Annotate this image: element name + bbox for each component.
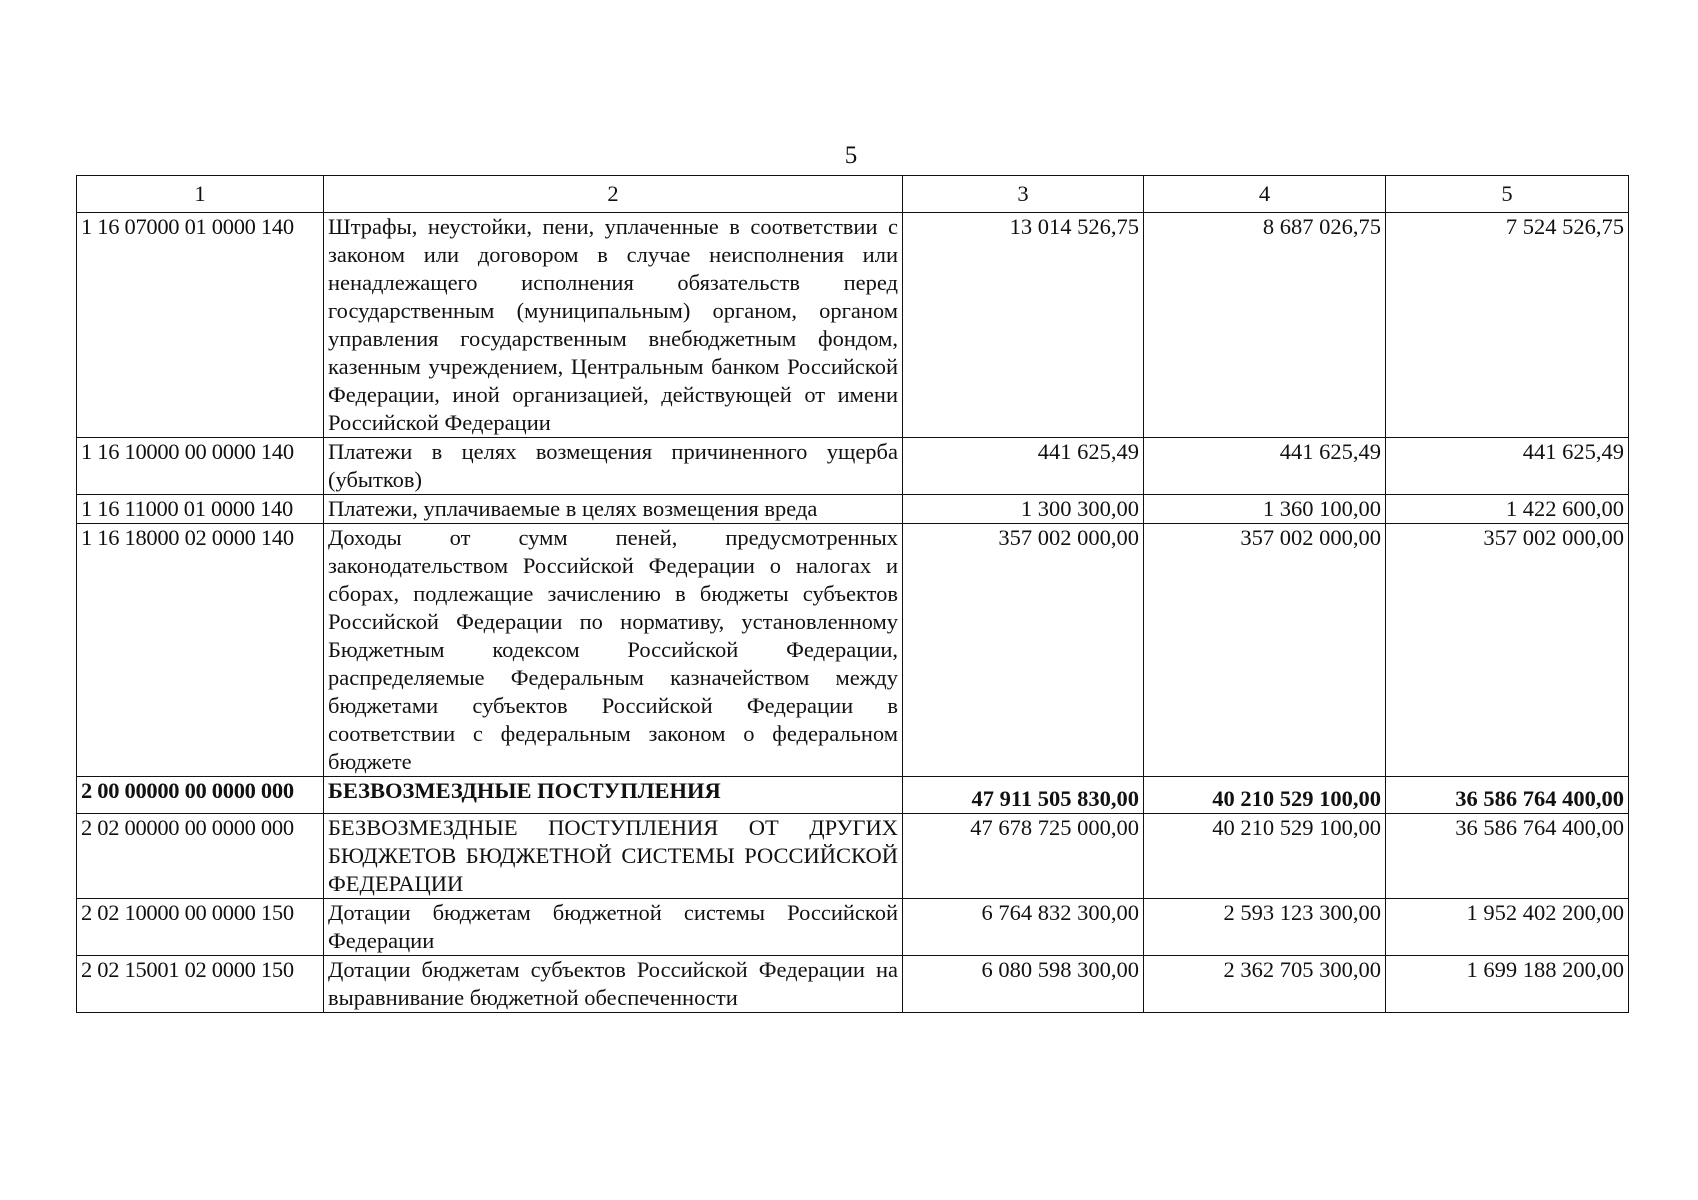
row-name: Платежи, уплачиваемые в целях возмещения вреда [324,495,903,524]
row-value-1: 6 080 598 300,00 [903,956,1144,1013]
row-name: БЕЗВОЗМЕЗДНЫЕ ПОСТУПЛЕНИЯ ОТ ДРУГИХ БЮДЖЕТОВ БЮДЖЕТНОЙ СИСТЕМЫ РОССИЙСКОЙ ФЕДЕРАЦИИ [324,814,903,899]
row-value-2: 2 593 123 300,00 [1144,899,1386,956]
column-header-2: 2 [324,176,903,213]
row-code: 1 16 18000 02 0000 140 [77,524,324,777]
row-value-3: 36 586 764 400,00 [1386,814,1629,899]
row-value-3: 36 586 764 400,00 [1386,777,1629,814]
row-value-3: 1 699 188 200,00 [1386,956,1629,1013]
row-name: Доходы от сумм пеней, предусмотренных законодательством Российской Федерации о налогах и сборах, подлежащие зачислению в бюджеты субъектов Российской Федерации по нормативу, установленному Бюджетным кодексом Российской Федерации, распределяемые Федеральным казначейством между бюджетами субъектов Российской Федерации в соответствии с федеральным законом о федеральном бюджете [324,524,903,777]
row-value-1: 357 002 000,00 [903,524,1144,777]
row-code: 2 02 00000 00 0000 000 [77,814,324,899]
row-code: 2 00 00000 00 0000 000 [77,777,324,814]
table-row [77,814,1629,899]
table-row [77,438,1629,495]
row-code: 2 02 10000 00 0000 150 [77,899,324,956]
row-value-2: 357 002 000,00 [1144,524,1386,777]
row-value-1: 441 625,49 [903,438,1144,495]
row-value-1: 1 300 300,00 [903,495,1144,524]
table-row [77,495,1629,524]
row-name: Дотации бюджетам субъектов Российской Федерации на выравнивание бюджетной обеспеченности [324,956,903,1013]
row-value-1: 13 014 526,75 [903,213,1144,438]
row-value-2: 2 362 705 300,00 [1144,956,1386,1013]
row-value-2: 40 210 529 100,00 [1144,814,1386,899]
row-value-2: 1 360 100,00 [1144,495,1386,524]
row-value-3: 357 002 000,00 [1386,524,1629,777]
table-row [77,956,1629,1013]
column-header-4: 4 [1144,176,1386,213]
page-number-text: 5 [844,142,858,169]
page-number [0,142,1698,170]
column-header-1: 1 [77,176,324,213]
budget-table [76,175,1629,1013]
column-header-5: 5 [1386,176,1629,213]
row-value-1: 47 911 505 830,00 [903,777,1144,814]
row-name: БЕЗВОЗМЕЗДНЫЕ ПОСТУПЛЕНИЯ [324,777,903,814]
table-row [77,524,1629,777]
column-header-3: 3 [903,176,1144,213]
row-value-3: 7 524 526,75 [1386,213,1629,438]
row-name: Дотации бюджетам бюджетной системы Российской Федерации [324,899,903,956]
table-row [77,899,1629,956]
row-name: Платежи в целях возмещения причиненного ущерба (убытков) [324,438,903,495]
row-value-3: 1 422 600,00 [1386,495,1629,524]
row-name: Штрафы, неустойки, пени, уплаченные в соответствии с законом или договором в случае неисполнения или ненадлежащего исполнения обязательств перед государственным (муниципальным) органом, органом управления государственным внебюджетным фондом, казенным учреждением, Центральным банком Российской Федерации, иной организацией, действующей от имени Российской Федерации [324,213,903,438]
row-value-1: 47 678 725 000,00 [903,814,1144,899]
row-code: 1 16 07000 01 0000 140 [77,213,324,438]
row-code: 1 16 10000 00 0000 140 [77,438,324,495]
row-value-2: 441 625,49 [1144,438,1386,495]
table-header-row [77,176,1629,213]
row-value-1: 6 764 832 300,00 [903,899,1144,956]
table-row-total [77,777,1629,814]
row-value-3: 441 625,49 [1386,438,1629,495]
row-value-3: 1 952 402 200,00 [1386,899,1629,956]
row-code: 1 16 11000 01 0000 140 [77,495,324,524]
row-value-2: 8 687 026,75 [1144,213,1386,438]
row-code: 2 02 15001 02 0000 150 [77,956,324,1013]
table-row [77,213,1629,438]
row-value-2: 40 210 529 100,00 [1144,777,1386,814]
